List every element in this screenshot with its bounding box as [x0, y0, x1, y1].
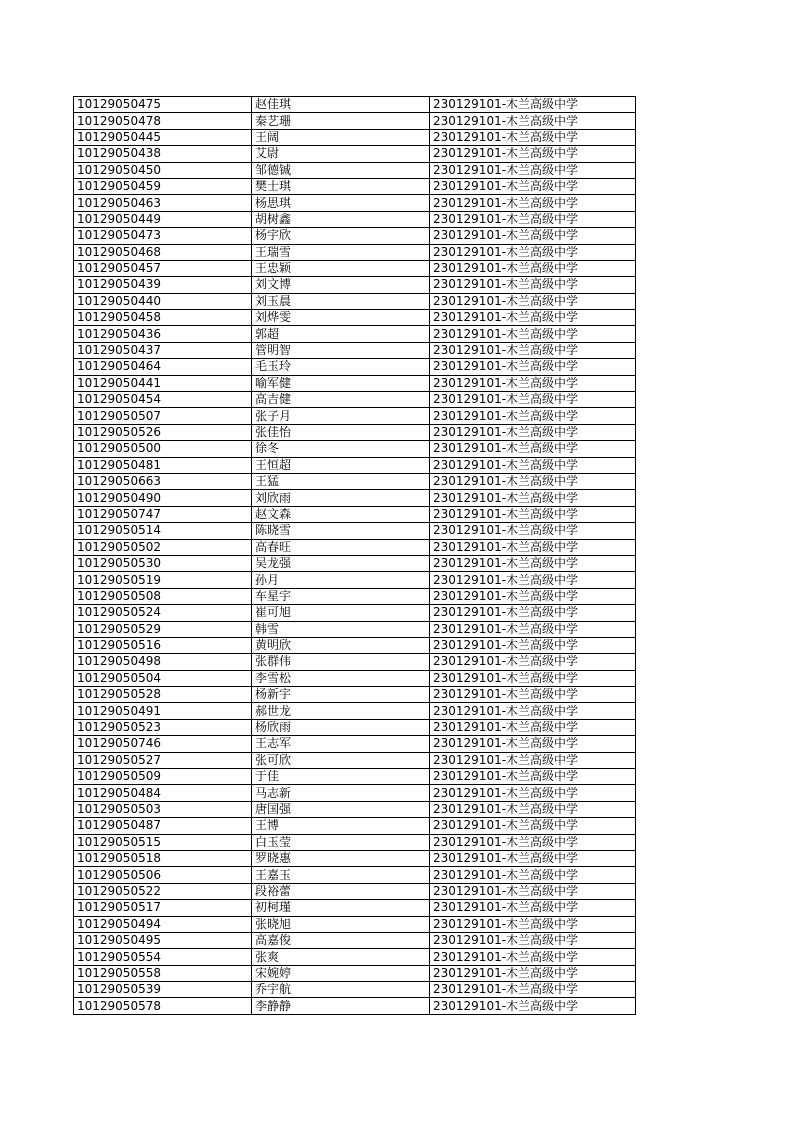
student-name-cell: 吴龙强: [252, 555, 430, 571]
student-id-cell: 10129050478: [74, 113, 252, 129]
table-row: [74, 982, 636, 998]
table-row: [74, 162, 636, 178]
table-row: [74, 539, 636, 555]
student-name-cell: 郝世龙: [252, 703, 430, 719]
school-cell: 230129101-木兰高级中学: [430, 555, 636, 571]
table-row: [74, 392, 636, 408]
student-name-cell: 张群伟: [252, 654, 430, 670]
table-row: [74, 834, 636, 850]
table-row: [74, 719, 636, 735]
table-row: [74, 949, 636, 965]
school-cell: 230129101-木兰高级中学: [430, 228, 636, 244]
student-name-cell: 秦艺珊: [252, 113, 430, 129]
student-id-cell: 10129050524: [74, 605, 252, 621]
school-cell: 230129101-木兰高级中学: [430, 637, 636, 653]
table-row: [74, 146, 636, 162]
student-name-cell: 管明智: [252, 342, 430, 358]
school-cell: 230129101-木兰高级中学: [430, 883, 636, 899]
student-name-cell: 李静静: [252, 998, 430, 1014]
student-id-cell: 10129050522: [74, 883, 252, 899]
student-id-cell: 10129050517: [74, 900, 252, 916]
table-row: [74, 277, 636, 293]
school-cell: 230129101-木兰高级中学: [430, 932, 636, 948]
student-id-cell: 10129050441: [74, 375, 252, 391]
school-cell: 230129101-木兰高级中学: [430, 260, 636, 276]
table-row: [74, 195, 636, 211]
student-name-cell: 赵文森: [252, 506, 430, 522]
table-row: [74, 670, 636, 686]
school-cell: 230129101-木兰高级中学: [430, 588, 636, 604]
student-name-cell: 刘欣雨: [252, 490, 430, 506]
table-row: [74, 244, 636, 260]
student-id-cell: 10129050503: [74, 801, 252, 817]
table-row: [74, 359, 636, 375]
student-name-cell: 毛玉玲: [252, 359, 430, 375]
school-cell: 230129101-木兰高级中学: [430, 113, 636, 129]
student-id-cell: 10129050473: [74, 228, 252, 244]
school-cell: 230129101-木兰高级中学: [430, 998, 636, 1014]
school-cell: 230129101-木兰高级中学: [430, 293, 636, 309]
student-name-cell: 张晓旭: [252, 916, 430, 932]
school-cell: 230129101-木兰高级中学: [430, 490, 636, 506]
table-row: [74, 129, 636, 145]
table-row: [74, 736, 636, 752]
student-id-cell: 10129050529: [74, 621, 252, 637]
student-id-cell: 10129050445: [74, 129, 252, 145]
student-name-cell: 罗晓惠: [252, 850, 430, 866]
table-row: [74, 687, 636, 703]
student-id-cell: 10129050506: [74, 867, 252, 883]
student-id-cell: 10129050509: [74, 769, 252, 785]
table-row: [74, 588, 636, 604]
student-name-cell: 艾尉: [252, 146, 430, 162]
school-cell: 230129101-木兰高级中学: [430, 146, 636, 162]
school-cell: 230129101-木兰高级中学: [430, 834, 636, 850]
school-cell: 230129101-木兰高级中学: [430, 408, 636, 424]
student-id-cell: 10129050450: [74, 162, 252, 178]
school-cell: 230129101-木兰高级中学: [430, 605, 636, 621]
table-row: [74, 850, 636, 866]
student-id-cell: 10129050449: [74, 211, 252, 227]
table-row: [74, 211, 636, 227]
table-row: [74, 375, 636, 391]
student-name-cell: 杨新宇: [252, 687, 430, 703]
table-row: [74, 998, 636, 1014]
school-cell: 230129101-木兰高级中学: [430, 326, 636, 342]
student-name-cell: 樊士琪: [252, 178, 430, 194]
student-id-cell: 10129050440: [74, 293, 252, 309]
student-name-cell: 杨宇欣: [252, 228, 430, 244]
student-name-cell: 王猛: [252, 473, 430, 489]
school-cell: 230129101-木兰高级中学: [430, 97, 636, 113]
student-id-cell: 10129050475: [74, 97, 252, 113]
table-row: [74, 703, 636, 719]
table-row: [74, 883, 636, 899]
student-id-cell: 10129050507: [74, 408, 252, 424]
table-row: [74, 621, 636, 637]
student-id-cell: 10129050514: [74, 523, 252, 539]
student-name-cell: 马志新: [252, 785, 430, 801]
table-row: [74, 801, 636, 817]
table-row: [74, 818, 636, 834]
school-cell: 230129101-木兰高级中学: [430, 342, 636, 358]
table-row: [74, 473, 636, 489]
school-cell: 230129101-木兰高级中学: [430, 359, 636, 375]
table-row: [74, 769, 636, 785]
school-cell: 230129101-木兰高级中学: [430, 178, 636, 194]
student-name-cell: 徐冬: [252, 441, 430, 457]
student-name-cell: 韩雪: [252, 621, 430, 637]
student-name-cell: 白玉莹: [252, 834, 430, 850]
student-id-cell: 10129050457: [74, 260, 252, 276]
student-id-cell: 10129050438: [74, 146, 252, 162]
table-row: [74, 932, 636, 948]
student-name-cell: 张子月: [252, 408, 430, 424]
student-name-cell: 王嘉玉: [252, 867, 430, 883]
student-id-cell: 10129050516: [74, 637, 252, 653]
school-cell: 230129101-木兰高级中学: [430, 621, 636, 637]
table-row: [74, 523, 636, 539]
student-id-cell: 10129050494: [74, 916, 252, 932]
student-id-cell: 10129050558: [74, 965, 252, 981]
school-cell: 230129101-木兰高级中学: [430, 736, 636, 752]
school-cell: 230129101-木兰高级中学: [430, 818, 636, 834]
student-id-cell: 10129050746: [74, 736, 252, 752]
student-name-cell: 王博: [252, 818, 430, 834]
table-row: [74, 310, 636, 326]
table-row: [74, 965, 636, 981]
table-row: [74, 572, 636, 588]
student-id-cell: 10129050523: [74, 719, 252, 735]
student-name-cell: 于佳: [252, 769, 430, 785]
student-name-cell: 郭超: [252, 326, 430, 342]
student-name-cell: 段裕蕾: [252, 883, 430, 899]
student-id-cell: 10129050515: [74, 834, 252, 850]
student-id-cell: 10129050500: [74, 441, 252, 457]
student-name-cell: 王志军: [252, 736, 430, 752]
student-name-cell: 高吉健: [252, 392, 430, 408]
student-name-cell: 车星宇: [252, 588, 430, 604]
table-row: [74, 97, 636, 113]
student-name-cell: 杨欣雨: [252, 719, 430, 735]
student-id-cell: 10129050554: [74, 949, 252, 965]
student-id-cell: 10129050519: [74, 572, 252, 588]
school-cell: 230129101-木兰高级中学: [430, 424, 636, 440]
school-cell: 230129101-木兰高级中学: [430, 310, 636, 326]
student-id-cell: 10129050747: [74, 506, 252, 522]
school-cell: 230129101-木兰高级中学: [430, 703, 636, 719]
student-id-cell: 10129050578: [74, 998, 252, 1014]
student-id-cell: 10129050459: [74, 178, 252, 194]
table-row: [74, 506, 636, 522]
student-id-cell: 10129050528: [74, 687, 252, 703]
school-cell: 230129101-木兰高级中学: [430, 719, 636, 735]
table-row: [74, 342, 636, 358]
student-name-cell: 高嘉俊: [252, 932, 430, 948]
student-id-cell: 10129050508: [74, 588, 252, 604]
school-cell: 230129101-木兰高级中学: [430, 162, 636, 178]
student-name-cell: 唐国强: [252, 801, 430, 817]
student-id-cell: 10129050663: [74, 473, 252, 489]
student-id-cell: 10129050481: [74, 457, 252, 473]
table-row: [74, 326, 636, 342]
school-cell: 230129101-木兰高级中学: [430, 129, 636, 145]
student-id-cell: 10129050487: [74, 818, 252, 834]
school-cell: 230129101-木兰高级中学: [430, 949, 636, 965]
student-name-cell: 张爽: [252, 949, 430, 965]
table-row: [74, 457, 636, 473]
student-name-cell: 杨思琪: [252, 195, 430, 211]
school-cell: 230129101-木兰高级中学: [430, 392, 636, 408]
student-name-cell: 赵佳琪: [252, 97, 430, 113]
student-name-cell: 李雪松: [252, 670, 430, 686]
student-id-cell: 10129050468: [74, 244, 252, 260]
table-row: [74, 178, 636, 194]
table-row: [74, 408, 636, 424]
table-row: [74, 441, 636, 457]
student-name-cell: 张可欣: [252, 752, 430, 768]
table-row: [74, 752, 636, 768]
school-cell: 230129101-木兰高级中学: [430, 473, 636, 489]
table-row: [74, 293, 636, 309]
school-cell: 230129101-木兰高级中学: [430, 867, 636, 883]
school-cell: 230129101-木兰高级中学: [430, 539, 636, 555]
table-row: [74, 113, 636, 129]
school-cell: 230129101-木兰高级中学: [430, 572, 636, 588]
student-name-cell: 刘玉晨: [252, 293, 430, 309]
student-name-cell: 张佳怡: [252, 424, 430, 440]
school-cell: 230129101-木兰高级中学: [430, 785, 636, 801]
table-row: [74, 785, 636, 801]
school-cell: 230129101-木兰高级中学: [430, 457, 636, 473]
student-name-cell: 宋婉婷: [252, 965, 430, 981]
table-row: [74, 228, 636, 244]
table-row: [74, 637, 636, 653]
school-cell: 230129101-木兰高级中学: [430, 769, 636, 785]
student-name-cell: 喻军健: [252, 375, 430, 391]
student-name-cell: 孙月: [252, 572, 430, 588]
student-id-cell: 10129050491: [74, 703, 252, 719]
student-id-cell: 10129050539: [74, 982, 252, 998]
student-id-cell: 10129050498: [74, 654, 252, 670]
student-id-cell: 10129050454: [74, 392, 252, 408]
school-cell: 230129101-木兰高级中学: [430, 211, 636, 227]
student-name-cell: 王阔: [252, 129, 430, 145]
student-name-cell: 刘文博: [252, 277, 430, 293]
student-id-cell: 10129050504: [74, 670, 252, 686]
school-cell: 230129101-木兰高级中学: [430, 523, 636, 539]
student-name-cell: 王恒超: [252, 457, 430, 473]
school-cell: 230129101-木兰高级中学: [430, 982, 636, 998]
student-table: [73, 96, 636, 1015]
table-row: [74, 654, 636, 670]
table-row: [74, 555, 636, 571]
school-cell: 230129101-木兰高级中学: [430, 687, 636, 703]
school-cell: 230129101-木兰高级中学: [430, 506, 636, 522]
school-cell: 230129101-木兰高级中学: [430, 670, 636, 686]
school-cell: 230129101-木兰高级中学: [430, 441, 636, 457]
student-id-cell: 10129050484: [74, 785, 252, 801]
student-name-cell: 刘烨雯: [252, 310, 430, 326]
student-name-cell: 初柯瑾: [252, 900, 430, 916]
student-name-cell: 崔可旭: [252, 605, 430, 621]
student-id-cell: 10129050458: [74, 310, 252, 326]
school-cell: 230129101-木兰高级中学: [430, 850, 636, 866]
school-cell: 230129101-木兰高级中学: [430, 375, 636, 391]
school-cell: 230129101-木兰高级中学: [430, 195, 636, 211]
student-id-cell: 10129050437: [74, 342, 252, 358]
table-row: [74, 424, 636, 440]
table-row: [74, 490, 636, 506]
student-name-cell: 邹德铖: [252, 162, 430, 178]
student-id-cell: 10129050518: [74, 850, 252, 866]
school-cell: 230129101-木兰高级中学: [430, 654, 636, 670]
student-id-cell: 10129050436: [74, 326, 252, 342]
student-name-cell: 高春旺: [252, 539, 430, 555]
school-cell: 230129101-木兰高级中学: [430, 801, 636, 817]
table-row: [74, 900, 636, 916]
student-id-cell: 10129050530: [74, 555, 252, 571]
student-name-cell: 王瑞雪: [252, 244, 430, 260]
student-id-cell: 10129050464: [74, 359, 252, 375]
table-row: [74, 867, 636, 883]
student-id-cell: 10129050526: [74, 424, 252, 440]
school-cell: 230129101-木兰高级中学: [430, 277, 636, 293]
school-cell: 230129101-木兰高级中学: [430, 916, 636, 932]
student-id-cell: 10129050495: [74, 932, 252, 948]
student-name-cell: 王忠颖: [252, 260, 430, 276]
student-id-cell: 10129050490: [74, 490, 252, 506]
school-cell: 230129101-木兰高级中学: [430, 965, 636, 981]
student-id-cell: 10129050439: [74, 277, 252, 293]
student-id-cell: 10129050463: [74, 195, 252, 211]
student-name-cell: 胡树鑫: [252, 211, 430, 227]
student-name-cell: 乔宇航: [252, 982, 430, 998]
student-id-cell: 10129050502: [74, 539, 252, 555]
student-table-body: [74, 97, 636, 1015]
table-row: [74, 916, 636, 932]
table-row: [74, 260, 636, 276]
table-row: [74, 605, 636, 621]
school-cell: 230129101-木兰高级中学: [430, 244, 636, 260]
student-id-cell: 10129050527: [74, 752, 252, 768]
student-name-cell: 陈晓雪: [252, 523, 430, 539]
school-cell: 230129101-木兰高级中学: [430, 752, 636, 768]
student-name-cell: 黄明欣: [252, 637, 430, 653]
school-cell: 230129101-木兰高级中学: [430, 900, 636, 916]
